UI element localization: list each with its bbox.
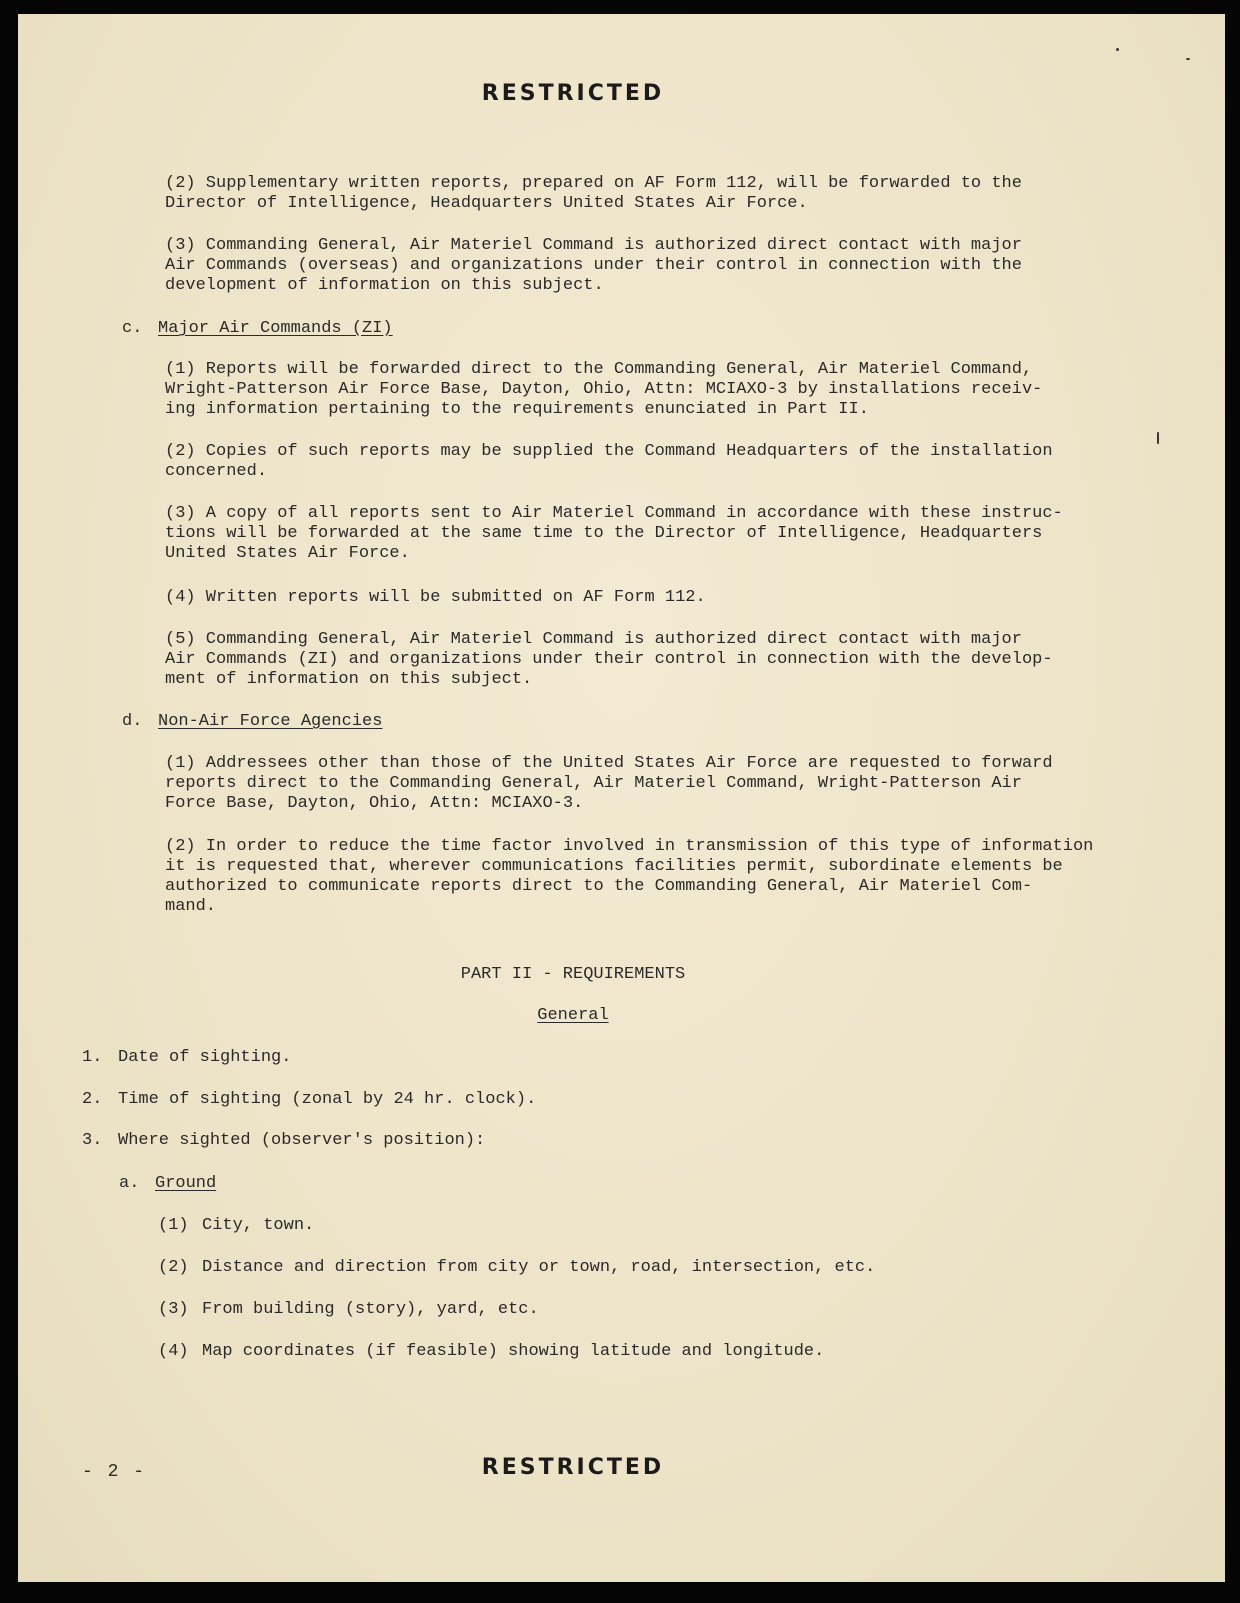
list-item-text: From building (story), yard, etc. <box>202 1300 539 1319</box>
section-d-letter: d. <box>122 712 143 731</box>
paper-speck <box>1157 432 1159 444</box>
list-item-number: (1) <box>158 1216 189 1235</box>
paragraph-b2: (2) Supplementary written reports, prepared on AF Form 112, will be forwarded to the Director of Intelligence, Headquarters United States Air Force. <box>165 174 1022 213</box>
section-c-title: Major Air Commands (ZI) <box>158 319 393 338</box>
paragraph-c4: (4) Written reports will be submitted on AF Form 112. <box>165 588 706 607</box>
subsection-a-title: Ground <box>155 1174 217 1193</box>
list-item-text: Date of sighting. <box>118 1048 292 1067</box>
subsection-a-letter: a. <box>119 1174 140 1193</box>
list-item-text: Time of sighting (zonal by 24 hr. clock). <box>118 1090 537 1109</box>
list-item-text: Map coordinates (if feasible) showing latitude and longitude. <box>202 1342 825 1361</box>
section-d-title: Non-Air Force Agencies <box>158 712 383 731</box>
footer-classification: RESTRICTED <box>481 1455 665 1480</box>
paragraph-d1: (1) Addressees other than those of the United States Air Force are requested to forward reports direct to the Commanding General, Air Materiel Command, Wright-Patterson Air Force Base, Dayton, Ohio, Attn: MCIAXO-3. <box>165 754 1053 813</box>
list-item-number: (2) <box>158 1258 189 1277</box>
part-ii-subtitle-text: General <box>537 1006 609 1025</box>
list-item-text: Distance and direction from city or town, road, intersection, etc. <box>202 1258 876 1277</box>
part-ii-subtitle <box>18 1006 1128 1026</box>
list-item-number: 1. <box>82 1048 103 1067</box>
paragraph-c1: (1) Reports will be forwarded direct to the Commanding General, Air Materiel Command, Wright-Patterson Air Force Base, Dayton, Ohio, Attn: MCIAXO-3 by installations receiv- ing information pertaining to the requirements enunciated in Part II. <box>165 360 1043 419</box>
list-item <box>82 1048 291 1068</box>
section-d-heading <box>122 712 382 732</box>
paragraph-b3: (3) Commanding General, Air Materiel Command is authorized direct contact with major Air Commands (overseas) and organizations under their control in connection with the development of information on this subject. <box>165 236 1022 295</box>
subsection-a-heading <box>119 1174 216 1194</box>
page-number: - 2 - <box>82 1462 147 1482</box>
list-item <box>82 1090 536 1110</box>
header-classification: RESTRICTED <box>481 81 665 106</box>
paragraph-c3: (3) A copy of all reports sent to Air Materiel Command in accordance with these instruc- tions will be forwarded at the same time to the Director of Intelligence, Headquarters United States Air Force. <box>165 504 1063 563</box>
list-item-number: 3. <box>82 1131 103 1150</box>
paper-speck <box>1186 58 1190 60</box>
paper-speck <box>1116 48 1119 51</box>
list-item-number: (3) <box>158 1300 189 1319</box>
paragraph-c5: (5) Commanding General, Air Materiel Command is authorized direct contact with major Air Commands (ZI) and organizations under their control in connection with the develop- ment of information on this subject. <box>165 630 1053 689</box>
list-item-number: 2. <box>82 1090 103 1109</box>
list-item-text: Where sighted (observer's position): <box>118 1131 486 1150</box>
list-item <box>158 1258 875 1278</box>
part-ii-title: PART II - REQUIREMENTS <box>460 965 686 984</box>
list-item <box>158 1216 314 1236</box>
list-item <box>82 1131 485 1151</box>
document-page <box>18 14 1225 1582</box>
list-item <box>158 1342 824 1362</box>
section-c-heading <box>122 319 393 339</box>
section-c-letter: c. <box>122 319 143 338</box>
list-item-number: (4) <box>158 1342 189 1361</box>
list-item-text: City, town. <box>202 1216 315 1235</box>
paragraph-c2: (2) Copies of such reports may be supplied the Command Headquarters of the installation concerned. <box>165 442 1053 481</box>
paragraph-d2: (2) In order to reduce the time factor involved in transmission of this type of information it is requested that, wherever communications facilities permit, subordinate elements be authorized to communicate reports direct to the Commanding General, Air Materiel Com- mand. <box>165 837 1094 916</box>
list-item <box>158 1300 539 1320</box>
